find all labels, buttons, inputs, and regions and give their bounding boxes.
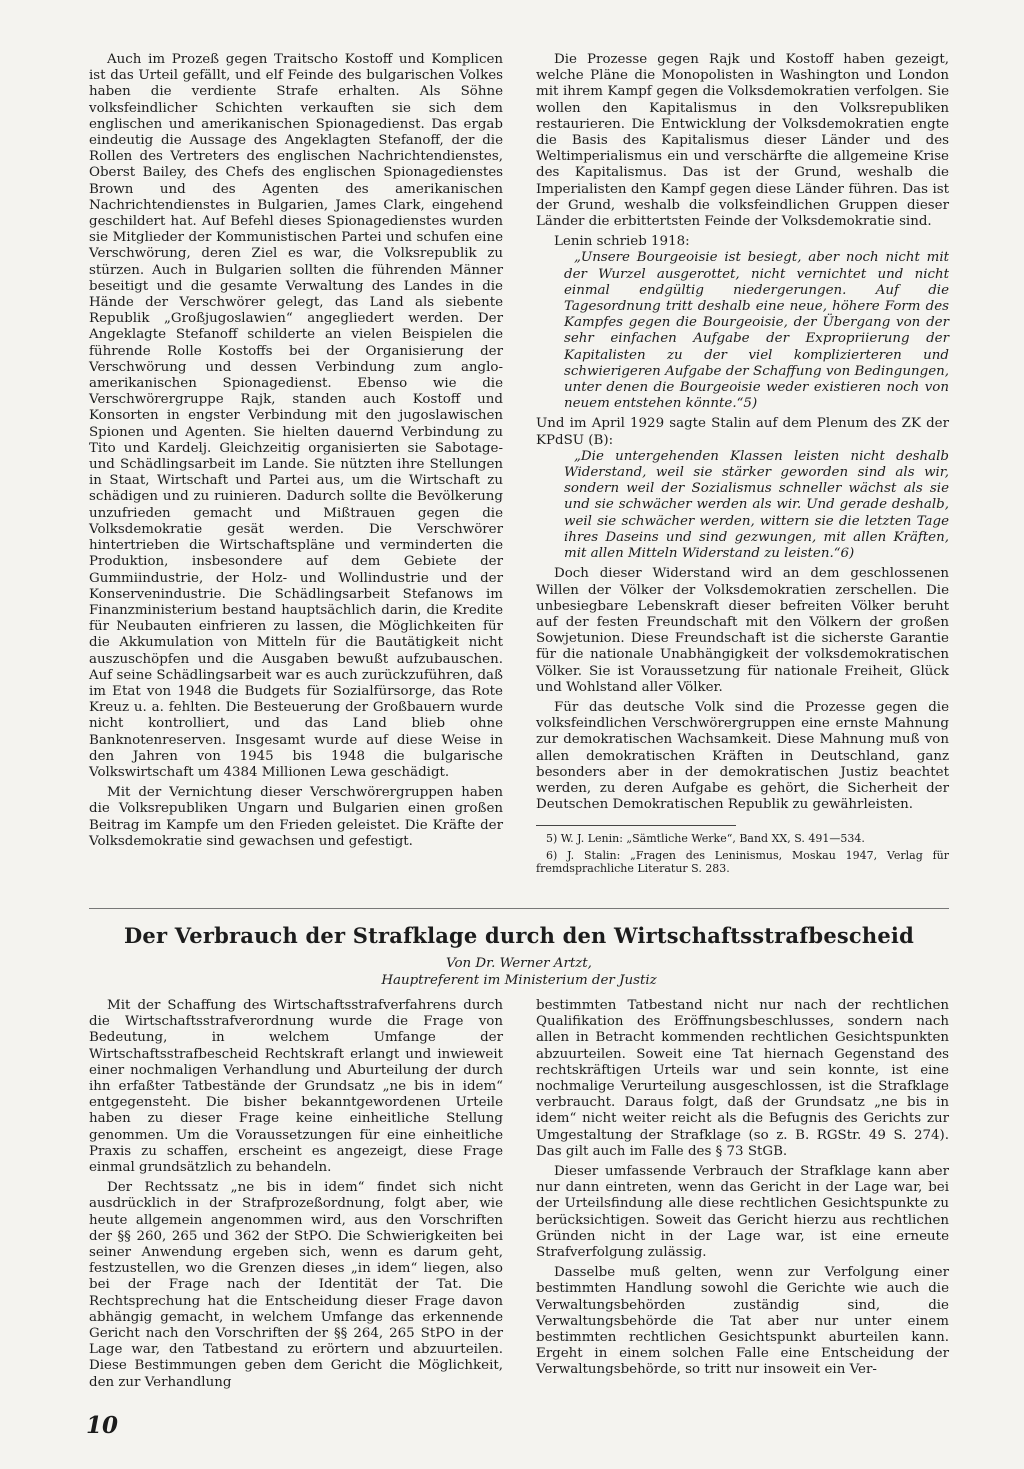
paragraph: bestimmten Tatbestand nicht nur nach der rechtlichen Qualifikation des Eröffnungsbeschlusses, sondern nach allen in Betracht kommenden rechtlichen Gesichtspunkten abzuurteilen. Soweit eine Tat hiernach Gegenstand des rechtskräftigen Urteils war und sein konnte, ist eine nochmalige Verurteilung ausgeschlossen, ist die Strafklage verbraucht. Daraus folgt, daß der Grundsatz „ne bis in idem“ nicht weiter reicht als die Befugnis des Gerichts zur Umgestaltung der Strafklage (so z. B. RGStr. 49 S. 274). Das gilt auch im Falle des § 73 StGB. (536, 998, 949, 1159)
article-byline (89, 955, 949, 989)
footnotes-divider (536, 825, 949, 876)
paragraph: Doch dieser Widerstand wird an dem geschlossenen Willen der Völker der Volksdemokratien zerschellen. Die unbesiegbare Lebenskraft dieser befreiten Völker beruht auf der festen Freundschaft mit den Völkern der großen Sowjetunion. Diese Freundschaft ist die sicherste Garantie für die nationale Unabhängigkeit der volksdemokratischen Völker. Sie ist Voraussetzung für nationale Freiheit, Glück und Wohlstand aller Völker. (536, 566, 949, 695)
paragraph: Die Prozesse gegen Rajk und Kostoff haben gezeigt, welche Pläne die Monopolisten in Washington und London mit ihrem Kampf gegen die Volksdemokratien verfolgen. Sie wollen den Kapitalismus in den Volksrepubliken restaurieren. Die Entwicklung der Volksdemokratien engte die Basis des Kapitalismus dieser Länder und des Weltimperialismus ein und verschärfte die allgemeine Krise des Kapitalismus. Das ist der Grund, weshalb die Imperialisten den Kampf gegen diese Länder führen. Das ist der Grund, weshalb die volksfeindlichen Gruppen dieser Länder die erbittertsten Feinde der Volksdemokratie sind. (536, 52, 949, 230)
column-top-left (89, 52, 503, 850)
column-bottom-left (89, 998, 503, 1391)
paragraph: Dasselbe muß gelten, wenn zur Verfolgung einer bestimmten Handlung sowohl die Gerichte wie auch die Verwaltungsbehörden zuständig sind, die Verwaltungsbehörde die Tat aber nur unter einem bestimmten rechtlichen Gesichtspunkt aburteilen kann. Ergeht in einem solchen Falle eine Entscheidung der Verwaltungsbehörde, so tritt nur insoweit ein Ver- (536, 1265, 949, 1378)
article-title: Der Verbrauch der Strafklage durch den Wirtschaftsstrafbescheid (124, 923, 914, 948)
paragraph: Für das deutsche Volk sind die Prozesse gegen die volksfeindlichen Verschwörergruppen eine ernste Mahnung zur demokratischen Wachsamkeit. Diese Mahnung muß von allen demokratischen Kräften in Deutschland, ganz besonders aber in der demokratischen Justiz beachtet werden, zu deren Aufgabe es gehört, die Sicherheit der Deutschen Demokratischen Republik zu gewährleisten. (536, 699, 949, 813)
paragraph: Und im April 1929 sagte Stalin auf dem Plenum des ZK der KPdSU (B): (536, 416, 949, 448)
author-name: Von Dr. Werner Artzt, (446, 956, 592, 971)
paragraph: Der Rechtssatz „ne bis in idem“ findet sich nicht ausdrücklich in der Strafprozeßordnung, folgt aber, wie heute allgemein angenommen wird, aus den Vorschriften der §§ 260, 265 und 362 der StPO. Die Schwierigkeiten bei seiner Anwendung ergeben sich, wenn es darum geht, festzustellen, wo die Grenzen dieses „in idem“ liegen, also bei der Frage nach der Identität der Tat. Die Rechtsprechung hat die Entscheidung dieser Frage davon abhängig gemacht, in welchem Umfange das erkennende Gericht nach den Vorschriften der §§ 264, 265 StPO in der Lage war, den Tatbestand zu erörtern und abzuurteilen. Diese Bestimmungen geben dem Gericht die Möglichkeit, den zur Verhandlung (89, 1180, 503, 1390)
footnote-6: 6) J. Stalin: „Fragen des Leninismus, Moskau 1947, Verlag für fremdsprachliche Literatur S. 283. (536, 849, 949, 876)
column-top-right (536, 52, 949, 875)
section-divider (89, 908, 949, 909)
lenin-quote: „Unsere Bourgeoisie ist besiegt, aber noch nicht mit der Wurzel ausgerottet, nicht vernichtet und nicht einmal endgültig niedergerungen. Auf die Tagesordnung tritt deshalb eine neue, höhere Form des Kampfes gegen die Bourgeoisie, der Übergang von der sehr einfachen Aufgabe der Expropriierung der Kapitalisten zu der viel komplizierteren und schwierigeren Aufgabe der Schaffung von Bedingungen, unter denen die Bourgeoisie weder existieren noch von neuem entstehen könnte.“5) (564, 250, 949, 412)
column-bottom-right (536, 998, 949, 1379)
paragraph: Mit der Vernichtung dieser Verschwörergruppen haben die Volksrepubliken Ungarn und Bulgarien einen großen Beitrag im Kampfe um den Frieden geleistet. Die Kräfte der Volksdemokratie sind gewachsen und gefestigt. (89, 785, 503, 849)
footnote-5: 5) W. J. Lenin: „Sämtliche Werke“, Band XX, S. 491—534. (546, 832, 865, 846)
paragraph: Mit der Schaffung des Wirtschaftsstrafverfahrens durch die Wirtschaftsstrafverordnung wurde die Frage von Bedeutung, in welchem Umfange der Wirtschaftsstrafbescheid Rechtskraft erlangt und inwieweit einer nochmaligen Verhandlung und Aburteilung der durch ihn erfaßter Tatbestände der Grundsatz „ne bis in idem“ entgegensteht. Die bisher bekanntgewordenen Urteile haben zu dieser Frage keine einheitliche Stellung genommen. Um die Voraussetzungen für eine einheitliche Praxis zu schaffen, erscheint es angezeigt, diese Frage einmal grundsätzlich zu behandeln. (89, 998, 503, 1176)
footnotes (536, 832, 949, 875)
stalin-quote: „Die untergehenden Klassen leisten nicht deshalb Widerstand, weil sie stärker geworden sind als wir, sondern weil der Sozialismus schneller wächst als sie und sie schwächer werden als wir. Und gerade deshalb, weil sie schwächer werden, wittern sie die letzten Tage ihres Daseins und sind gezwungen, mit allen Kräften, mit allen Mitteln Widerstand zu leisten.“6) (564, 448, 949, 562)
author-role: Hauptreferent im Ministerium der Justiz (381, 973, 657, 988)
paragraph: Auch im Prozeß gegen Traitscho Kostoff und Komplicen ist das Urteil gefällt, und elf Feinde des bulgarischen Volkes haben die verdiente Strafe erhalten. Als Söhne volksfeindlicher Schichten verkauften sie sich dem englischen und amerikanischen Spionagedienst. Das ergab eindeutig die Aussage des Angeklagten Stefanoff, der die Rollen des Vertreters des englischen Nachrichtendienstes, Oberst Bailey, des Chefs des englischen Spionagedienstes Brown und des Agenten des amerikanischen Nachrichtendienstes in Bulgarien, James Clark, eingehend geschildert hat. Auf Befehl dieses Spionagedienstes wurden sie Mitglieder der Kommunistischen Partei und schufen eine Verschwörung, deren Ziel es war, die Volksrepublik zu stürzen. Auch in Bulgarien sollten die führenden Männer beseitigt und die gesamte Verwaltung des Landes in die Hände der Verschwörer gelegt, das Land als siebente Republik „Großjugoslawien“ angegliedert werden. Der Angeklagte Stefanoff schilderte an vielen Beispielen die führende Rolle Kostoffs bei der Organisierung der Verschwörung und dessen Verbindung zum anglo-amerikanischen Spionagedienst. Ebenso wie die Verschwörergruppe Rajk, standen auch Kostoff und Konsorten in engster Verbindung mit den jugoslawischen Spionen und Agenten. Sie hielten dauernd Verbindung zu Tito und Kardelj. Gleichzeitig organisierten sie Sabotage- und Schädlingsarbeit im Lande. Sie nützten ihre Stellungen in Staat, Wirtschaft und Partei aus, um die Wirtschaft zu schädigen und zu ruinieren. Dadurch sollte die Bevölkerung unzufrieden gemacht und Mißtrauen gegen die Volksdemokratie gesät werden. Die Verschwörer hintertrieben die Wirtschaftspläne und verminderten die Produktion, insbesondere auf dem Gebiete der Gummiindustrie, der Holz- und Wollindustrie und der Konservenindustrie. Die Schädlingsarbeit Stefanows im Finanzministerium bestand hauptsächlich darin, die Kredite für Neubauten einfrieren zu lassen, die Möglichkeiten für die Akkumulation von Mitteln für die Bautätigkeit nicht auszuschöpfen und die Ausgaben bewußt aufzubauschen. Auf seine Schädlingsarbeit war es auch zurückzuführen, daß im Etat von 1948 die Budgets für Sozialfürsorge, das Rote Kreuz u. a. fehlten. Die Besteuerung der Großbauern wurde nicht kontrolliert, und das Land blieb ohne Banknotenreserven. Insgesamt wurde auf diese Weise in den Jahren von 1945 bis 1948 die bulgarische Volkswirtschaft um 4384 Millionen Lewa geschädigt. (89, 52, 503, 780)
paragraph: Lenin schrieb 1918: (554, 234, 690, 250)
page-number: 10 (86, 1412, 119, 1439)
paragraph: Dieser umfassende Verbrauch der Strafklage kann aber nur dann eintreten, wenn das Gericht in der Lage war, bei der Urteilsfindung alle diese rechtlichen Gesichtspunkte zu berücksichtigen. Soweit das Gericht hierzu aus rechtlichen Gründen nicht in der Lage war, ist eine erneute Strafverfolgung zulässig. (536, 1164, 949, 1261)
